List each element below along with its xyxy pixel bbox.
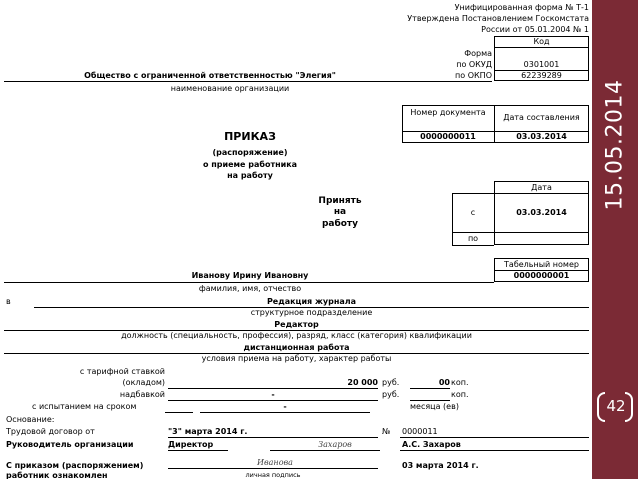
manager-label: Руководитель организации — [6, 440, 134, 449]
trial-value: - — [283, 402, 287, 411]
contract-date: "3" марта 2014 г. — [168, 427, 248, 436]
salary-kop-value: 00 — [438, 378, 450, 387]
employee-signature: Иванова — [257, 458, 293, 467]
bonus-label: надбавкой — [119, 390, 165, 399]
position-value: Редактор — [274, 320, 319, 329]
department-caption: структурное подразделение — [250, 308, 373, 317]
order-purpose-line1: о приеме работника — [202, 160, 298, 169]
accept-label-line2: на — [333, 207, 347, 217]
slide-date-text: 15.05.2014 — [602, 79, 628, 211]
accept-from-date: 03.03.2014 — [516, 208, 567, 217]
accept-date-header: Дата — [531, 183, 552, 192]
slide-page-number: 42 — [606, 397, 626, 415]
okud-label: по ОКУД — [456, 60, 492, 69]
order-title: ПРИКАЗ — [224, 130, 276, 143]
codes-header: Код — [533, 37, 550, 46]
salary-rub-label: руб. — [382, 378, 400, 387]
trial-unit: месяца (ев) — [410, 402, 459, 411]
organization-name: Общество с ограниченной ответственностью "Элегия" — [84, 71, 336, 80]
acquaint-label-line1: С приказом (распоряжением) — [6, 461, 144, 470]
manager-signature: Захаров — [318, 440, 352, 449]
organization-caption: наименование организации — [170, 84, 290, 93]
order-subtitle: (распоряжение) — [212, 148, 288, 157]
forma-label: Форма — [464, 49, 492, 58]
document-date-value: 03.03.2014 — [516, 132, 567, 141]
conditions-caption: условия приема на работу, характер работы — [201, 354, 392, 363]
okpo-value: 62239289 — [521, 71, 562, 80]
accept-to-label: по — [467, 234, 479, 243]
okpo-label: по ОКПО — [455, 71, 492, 80]
accept-from-label: с — [470, 208, 476, 217]
order-purpose-line2: на работу — [227, 171, 273, 180]
bonus-kop-label: коп. — [451, 390, 469, 399]
basis-label: Основание: — [6, 415, 55, 424]
department-value: Редакция журнала — [266, 297, 357, 306]
salary-label-line2: (окладом) — [122, 378, 165, 387]
bonus-value: - — [271, 390, 275, 399]
accept-label-line3: работу — [321, 219, 359, 229]
document-date-label: Дата составления — [503, 113, 580, 122]
conditions-value: дистанционная работа — [243, 343, 350, 352]
manager-position: Директор — [168, 440, 214, 449]
position-caption: должность (специальность, профессия), разряд, класс (категория) квалификации — [121, 331, 472, 340]
contract-number: 0000011 — [402, 427, 438, 436]
acquaint-label-line2: работник ознакомлен — [6, 471, 108, 479]
form-header-line1: Унифицированная форма № Т-1 — [454, 3, 589, 12]
accept-label-line1: Принять — [318, 196, 362, 206]
document-number-value: 0000000011 — [420, 132, 476, 141]
department-prefix: в — [6, 297, 11, 306]
manager-name: А.С. Захаров — [402, 440, 461, 449]
contract-number-sign: № — [382, 427, 391, 436]
form-header-line2: Утверждена Постановлением Госкомстата — [407, 14, 589, 23]
signature-caption: личная подпись — [245, 471, 301, 479]
salary-amount: 20 000 — [347, 378, 378, 387]
salary-kop-label: коп. — [451, 378, 469, 387]
acquaint-date: 03 марта 2014 г. — [402, 461, 479, 470]
document-number-label: Номер документа — [410, 108, 486, 117]
bonus-rub-label: руб. — [382, 390, 400, 399]
slide-date — [600, 70, 630, 220]
personnel-number-label: Табельный номер — [504, 260, 579, 269]
form-header-line3: России от 05.01.2004 № 1 — [481, 25, 589, 34]
trial-label: с испытанием на сроком — [32, 402, 137, 411]
contract-label: Трудовой договор от — [6, 427, 95, 436]
salary-label-line1: с тарифной ставкой — [79, 367, 165, 376]
employee-name-caption: фамилия, имя, отчество — [198, 284, 302, 293]
okud-value: 0301001 — [523, 60, 560, 69]
employee-name: Иванову Ирину Ивановну — [191, 271, 309, 280]
personnel-number-value: 0000000001 — [513, 271, 570, 280]
